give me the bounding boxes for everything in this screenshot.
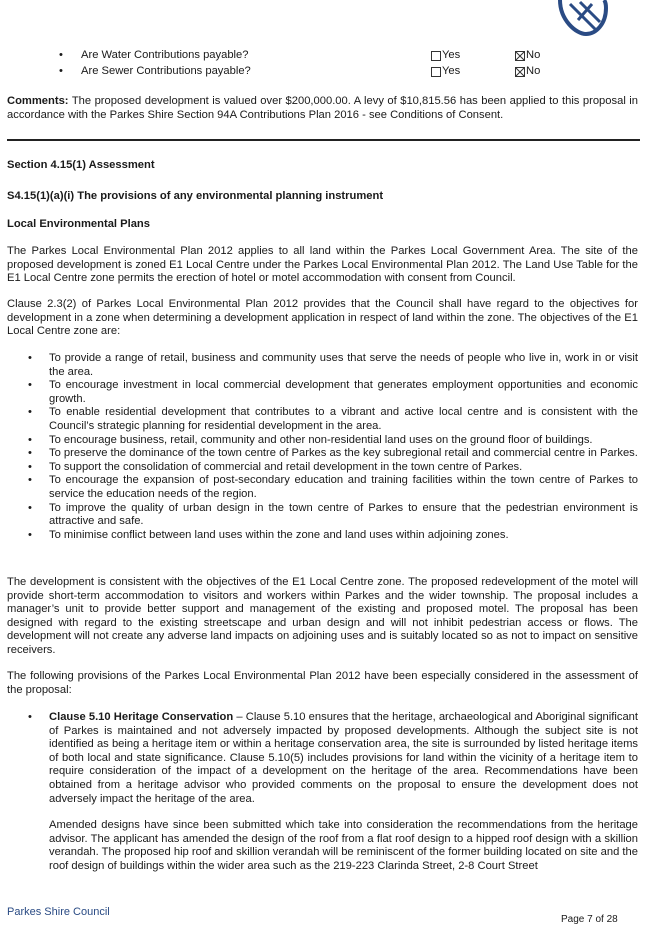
objectives-list [0,352,640,542]
list-item: • To preserve the dominance of the town centre of Parkes as the key subregional retail and commercial centre in Parkes. [0,447,638,461]
list-item: • To support the consolidation of commercial and retail development in the town centre of Parkes. [0,461,638,475]
yes-label: Yes [442,49,461,61]
checkbox-x-icon[interactable] [515,67,525,77]
page-number: Page 7 of 28 [561,914,618,925]
water-contributions-row [0,49,645,64]
list-item: • To encourage business, retail, community and other non-residential land uses on the ground floor of buildings. [0,434,638,448]
checkbox-empty-icon[interactable] [431,67,441,77]
heritage-clause [49,711,638,806]
list-item: • To enable residential development that contributes to a vibrant and active local centre and is consistent with the Council’s strategic planning for residential development in the area. [0,406,638,433]
section-heading: Section 4.15(1) Assessment [7,159,155,171]
checkbox-x-icon[interactable] [515,51,525,61]
water-question: Are Water Contributions payable? [81,49,249,61]
list-item: • To encourage the expansion of post-secondary education and training facilities within the town centre of Parkes to service the education needs of the region. [0,474,638,501]
list-item: • To provide a range of retail, business and community uses that serve the needs of people who live in, work in or visit the area. [0,352,638,379]
comments-label: Comments: [7,95,69,107]
sewer-question: Are Sewer Contributions payable? [81,65,251,77]
lep-heading: Local Environmental Plans [7,218,150,230]
checkbox-empty-icon[interactable] [431,51,441,61]
heritage-title: Clause 5.10 Heritage Conservation [49,711,234,723]
list-item: • To encourage investment in local commercial development that generates employment opportunities and economic growth. [0,379,638,406]
comments-paragraph [7,95,638,122]
no-label: No [526,65,541,77]
heritage-text: – Clause 5.10 ensures that the heritage, archaeological and Aboriginal significant of Parkes is maintained and not adversely impacted by proposed developments. Although the subject site is not identified as being a heritage item or within a heritage conservation area, the site is surrounded by listed heritage items of both local and state significance. Clause 5.10(5) includes provisions for land within the vicinity of a heritage item to require consideration of the impact of a development on the heritage of the area. Recommendations have been obtained from a heritage advisor who provided comments on the proposal to ensure the development does not adversely impact the heritage of the area. [49,711,639,805]
footer-brand: Parkes Shire Council [7,906,110,918]
clause-paragraph: Clause 2.3(2) of Parkes Local Environmental Plan 2012 provides that the Council shall have regard to the objectives for development in a zone when determining a development application in respect of land within the zone. The objectives of the E1 Local Centre zone are: [7,298,638,338]
provisions-paragraph: The following provisions of the Parkes Local Environmental Plan 2012 have been especially considered in the assessment of the proposal: [7,670,638,696]
comments-text: The proposed development is valued over $200,000.00. A levy of $10,815.56 has been applied to this proposal in accordance with the Parkes Shire Section 94A Contributions Plan 2016 - see Conditions of Consent. [7,95,638,121]
section-divider [7,139,640,141]
no-label: No [526,49,541,61]
bullet: • [59,49,63,61]
list-item: • To improve the quality of urban design in the town centre of Parkes to ensure that the pedestrian environment is attractive and safe. [0,502,638,529]
subsection-heading: S4.15(1)(a)(i) The provisions of any environmental planning instrument [7,190,384,202]
heritage-amended-paragraph: Amended designs have since been submitted which take into consideration the recommendations from the heritage advisor. The applicant has amended the design of the roof from a flat roof design to a hipped roof design with a skillion verandah. The proposed hip roof and skillion verandah will be reminiscent of the former building located on site and the roof design of buildings within the wider area such as the 219-223 Clarinda Street, 2-8 Court Street [49,819,638,872]
lep-paragraph: The Parkes Local Environmental Plan 2012 applies to all land within the Parkes Local Government Area. The site of the proposed development is zoned E1 Local Centre under the Parkes Local Environmental Plan 2012. The Land Use Table for the E1 Local Centre zone permits the erection of hotel or motel accommodation with consent from Council. [7,245,638,285]
yes-label: Yes [442,65,461,77]
list-item: • To minimise conflict between land uses within the zone and land uses within adjoining zones. [0,529,638,543]
council-logo-icon [556,0,608,38]
bullet: • [28,711,32,723]
bullet: • [59,65,63,77]
sewer-contributions-row [0,65,645,80]
consistency-paragraph: The development is consistent with the objectives of the E1 Local Centre zone. The proposed redevelopment of the motel will provide short-term accommodation to visitors and workers within Parkes and the wider township. The proposal includes a manager’s unit to provide better support and management of the existing and proposed motel. The proposal has been designed with regard to the existing streetscape and urban design and will not inhibit pedestrian access or flows. The development will not create any adverse land impacts on adjoining uses and is suitably located so as not to impact on sensitive receivers. [7,576,638,656]
